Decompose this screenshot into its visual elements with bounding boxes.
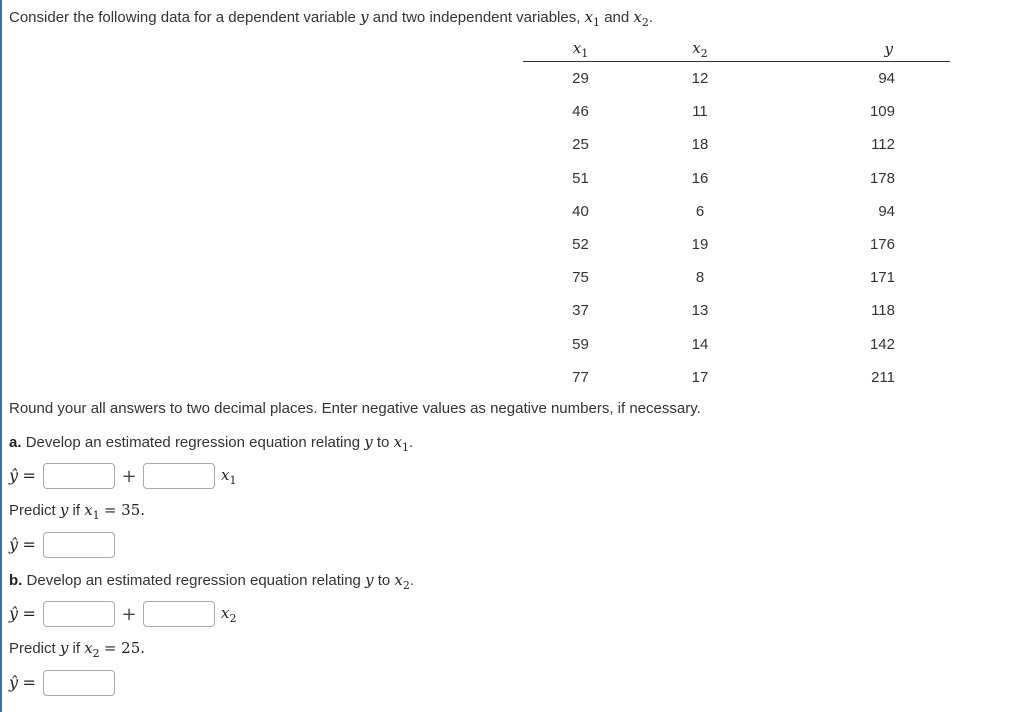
cell-x2: 6 <box>695 202 705 220</box>
table-header-row <box>523 37 950 62</box>
part-a-slope-input[interactable] <box>143 463 215 489</box>
cell-x2: 8 <box>695 269 705 287</box>
cell-x1: 40 <box>572 202 589 220</box>
cell-y: 94 <box>878 202 895 220</box>
cell-y: 118 <box>871 302 895 320</box>
cell-x2: 18 <box>691 136 709 154</box>
cell-x2: 19 <box>691 236 709 254</box>
table-row <box>523 195 950 228</box>
column-header-x2: $x_2$ <box>638 37 762 62</box>
cell-y: 211 <box>871 368 895 386</box>
table-row <box>523 228 950 261</box>
cell-x1: 52 <box>572 236 589 254</box>
cell-y: 171 <box>869 269 895 287</box>
part-a-prediction-input[interactable] <box>43 532 115 558</box>
cell-x1: 46 <box>572 103 589 121</box>
cell-x2: 12 <box>691 70 709 88</box>
table-row <box>523 62 950 96</box>
part-a-equation: ŷ = + $x_1$ <box>9 461 236 491</box>
cell-x1: 77 <box>572 368 589 386</box>
cell-y: 176 <box>869 236 895 254</box>
part-a-predict-prompt: Predict y if $x_1 = 35$. <box>9 501 146 522</box>
cell-y: 178 <box>869 169 895 187</box>
part-b-prediction: ŷ = <box>9 668 115 698</box>
plus-sign: + <box>121 465 137 487</box>
cell-x1: 75 <box>572 269 589 287</box>
cell-x2: 17 <box>691 368 709 386</box>
rounding-instructions: Round your all answers to two decimal places. Enter negative values as negative numbers, if necessary. <box>9 400 701 417</box>
data-table <box>523 37 950 394</box>
part-b-prediction-input[interactable] <box>43 670 115 696</box>
part-b-predict-prompt: Predict y if $x_2 = 25$. <box>9 639 146 660</box>
cell-x2: 14 <box>691 335 709 353</box>
table-row <box>523 261 950 294</box>
left-accent-bar <box>0 0 2 712</box>
table-row <box>523 95 950 128</box>
column-header-y: y <box>762 37 950 62</box>
part-a-intercept-input[interactable] <box>43 463 115 489</box>
cell-x2: 11 <box>692 103 708 121</box>
table-row <box>523 361 950 394</box>
table-row <box>523 128 950 161</box>
part-a-prediction: ŷ = <box>9 530 115 560</box>
cell-x2: 13 <box>691 302 709 320</box>
part-b-intercept-input[interactable] <box>43 601 115 627</box>
cell-x1: 59 <box>572 335 589 353</box>
table-row <box>523 294 950 327</box>
part-a-prompt: a. Develop an estimated regression equation relating y to $x_1$. <box>9 433 414 454</box>
cell-x1: 25 <box>572 136 589 154</box>
part-b-equation: ŷ = + $x_2$ <box>9 599 236 629</box>
part-b-slope-input[interactable] <box>143 601 215 627</box>
cell-y: 112 <box>871 136 895 154</box>
part-b-prompt: b. Develop an estimated regression equation relating y to $x_2$. <box>9 571 415 592</box>
plus-sign: + <box>121 603 137 625</box>
table-row <box>523 328 950 361</box>
cell-y: 142 <box>869 335 895 353</box>
cell-x1: 29 <box>572 70 589 88</box>
cell-x1: 51 <box>572 169 589 187</box>
column-header-x1: $x_1$ <box>523 37 638 62</box>
cell-x2: 16 <box>691 169 709 187</box>
cell-y: 109 <box>869 103 895 121</box>
cell-x1: 37 <box>572 302 589 320</box>
problem-intro: Consider the following data for a dependent variable y and two independent variables, $x_1$ and $x_2$. <box>9 8 654 29</box>
table-row <box>523 162 950 195</box>
cell-y: 94 <box>878 70 895 88</box>
